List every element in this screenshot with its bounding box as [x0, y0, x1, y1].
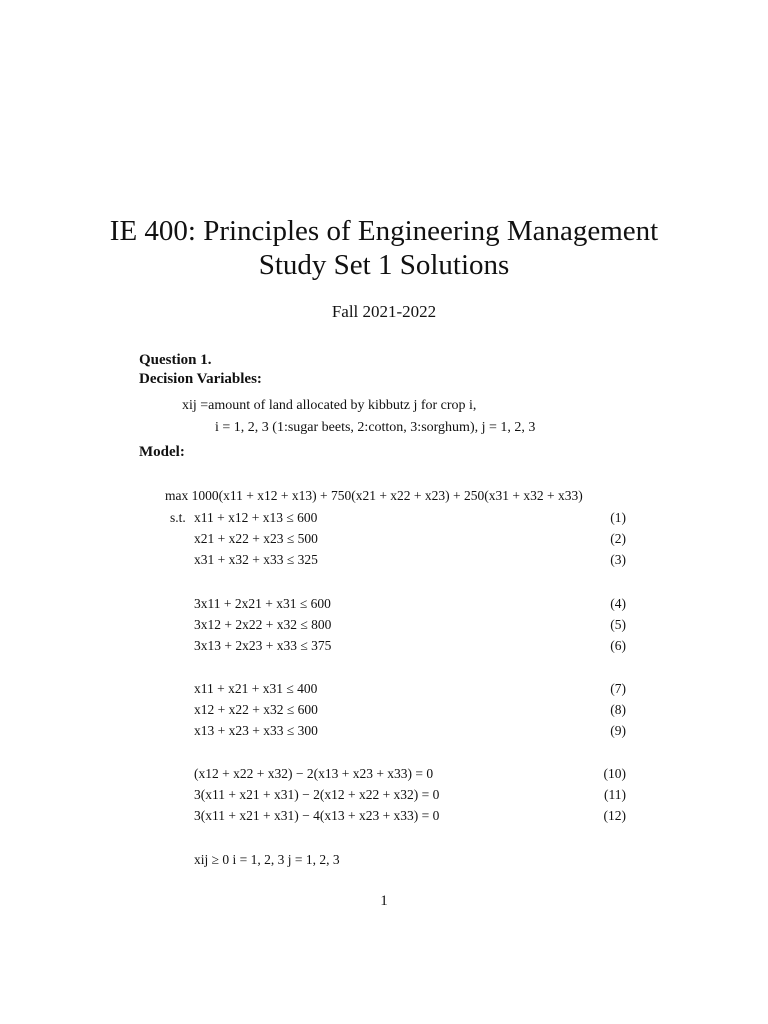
constraint-number: (10) [603, 766, 626, 781]
constraint-expression: (x12 + x22 + x32) − 2(x13 + x23 + x33) = 0 [194, 766, 434, 781]
constraint-expression: x11 + x21 + x31 ≤ 400 [194, 681, 318, 696]
constraint-expression: 3x13 + 2x23 + x33 ≤ 375 [194, 638, 332, 653]
constraint-expression: 3(x11 + x21 + x31) − 4(x13 + x23 + x33) = 0 [194, 808, 440, 823]
model-heading: Model: [139, 444, 185, 460]
constraint-number: (2) [610, 531, 626, 546]
constraint-expression: x21 + x22 + x23 ≤ 500 [194, 531, 318, 546]
constraint-expression: x12 + x22 + x32 ≤ 600 [194, 702, 318, 717]
constraint-number: (4) [610, 596, 626, 611]
constraint-number: (6) [610, 638, 626, 653]
constraint-number: (12) [603, 808, 626, 823]
constraint-expression: 3(x11 + x21 + x31) − 2(x12 + x22 + x32) = 0 [194, 787, 440, 802]
term-label: Fall 2021-2022 [331, 302, 437, 321]
constraint-expression: x31 + x32 + x33 ≤ 325 [194, 552, 318, 567]
constraint-number: (1) [610, 510, 626, 525]
constraint-expression: x11 + x12 + x13 ≤ 600 [194, 510, 318, 525]
document-title-line2: Study Set 1 Solutions [258, 249, 510, 281]
constraint-number: (3) [610, 552, 626, 567]
objective-function: max 1000(x11 + x12 + x13) + 750(x21 + x22 + x23) + 250(x31 + x32 + x33) [165, 488, 583, 503]
subject-to-label: s.t. [170, 510, 186, 525]
nonnegativity-constraint: xij ≥ 0 i = 1, 2, 3 j = 1, 2, 3 [194, 852, 340, 867]
question-label: Question 1. [139, 352, 212, 368]
constraint-expression: 3x12 + 2x22 + x32 ≤ 800 [194, 617, 332, 632]
constraint-number: (7) [610, 681, 626, 696]
constraint-expression: 3x11 + 2x21 + x31 ≤ 600 [194, 596, 331, 611]
constraint-number: (5) [610, 617, 626, 632]
page-number: 1 [380, 893, 388, 909]
document-title-line1: IE 400: Principles of Engineering Management [109, 215, 659, 247]
decision-variables-heading: Decision Variables: [139, 371, 262, 387]
definition-line2: i = 1, 2, 3 (1:sugar beets, 2:cotton, 3:sorghum), j = 1, 2, 3 [215, 420, 536, 435]
definition-line1: xij =amount of land allocated by kibbutz j for crop i, [182, 398, 477, 413]
constraint-number: (9) [610, 723, 626, 738]
constraint-expression: x13 + x23 + x33 ≤ 300 [194, 723, 318, 738]
constraint-number: (11) [604, 787, 626, 802]
constraint-number: (8) [610, 702, 626, 717]
